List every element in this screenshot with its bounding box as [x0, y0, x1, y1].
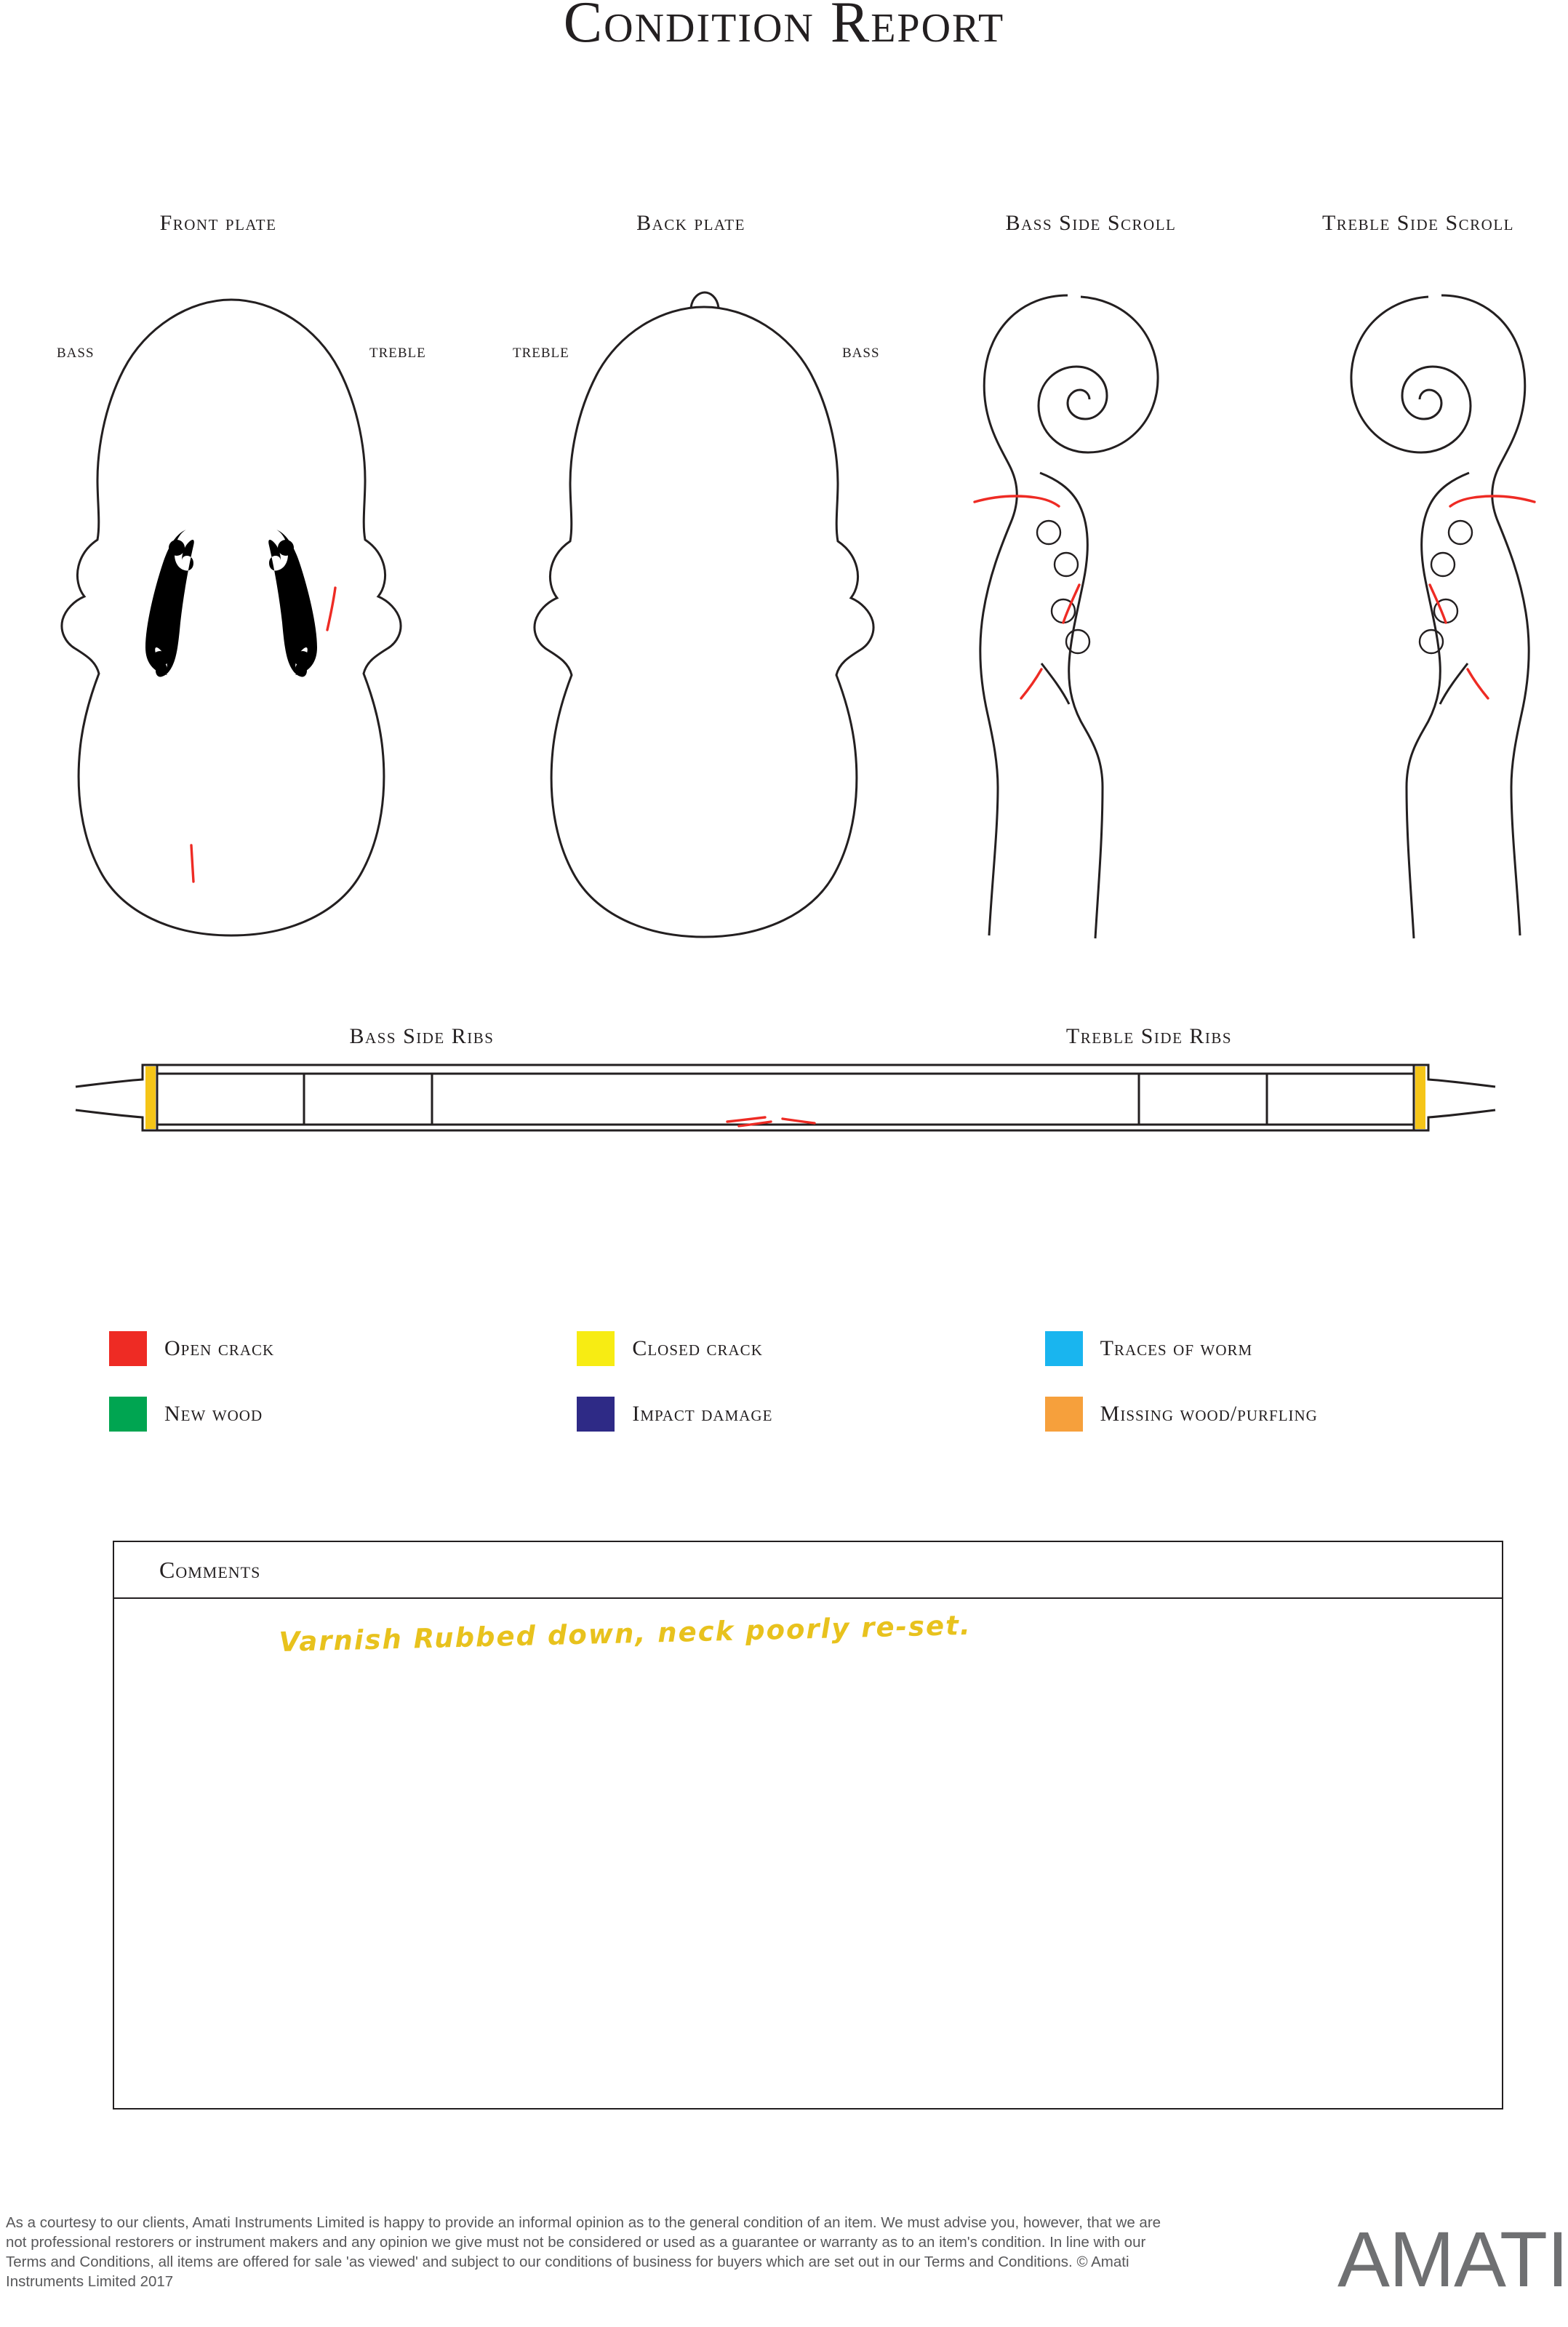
legend-item-traces-of-worm — [1045, 1331, 1513, 1366]
amati-logo — [1337, 2215, 1568, 2303]
legend — [109, 1331, 1513, 1462]
comments-box — [113, 1541, 1503, 2110]
caption-treble-side-ribs: Treble Side Ribs — [1065, 1024, 1233, 1048]
crack-mark — [783, 1119, 815, 1123]
bass-side-ribs-diagram — [73, 1055, 800, 1149]
treble-side-ribs-diagram — [771, 1055, 1498, 1149]
caption-bass-side-scroll: Bass Side Scroll — [1005, 211, 1177, 235]
legend-item-open-crack — [109, 1331, 577, 1366]
back-plate-diagram — [516, 284, 895, 953]
front-plate-diagram — [44, 284, 422, 953]
caption-treble-side-scroll: Treble Side Scroll — [1321, 211, 1514, 235]
legend-label-missing-wood: Missing wood/purfling — [1100, 1402, 1318, 1426]
legend-swatch-open-crack — [109, 1331, 147, 1366]
crack-mark — [1468, 669, 1488, 698]
legend-swatch-traces-of-worm — [1045, 1331, 1083, 1366]
legend-item-new-wood — [109, 1397, 577, 1432]
legend-label-new-wood: New wood — [164, 1402, 263, 1426]
legend-swatch-missing-wood — [1045, 1397, 1083, 1432]
front-plate-treble-label: TREBLE — [369, 346, 426, 361]
footer-disclaimer: As a courtesy to our clients, Amati Instruments Limited is happy to provide an informal opinion as to the general condition of an item. We must advise you, however, that we are not professional restorers or instrument makers and any opinion we give must not be considered or used as a guarantee or warranty as to an item's condition. In line with our Terms and Conditions, all items are offered for sale 'as viewed' and subject to our conditions of business for buyers which are set out in our Terms and Conditions. © Amati Instruments Limited 2017 — [6, 2214, 1161, 2290]
crack-mark — [727, 1117, 765, 1122]
crack-mark — [1021, 669, 1041, 698]
caption-front-plate: Front plate — [159, 211, 277, 235]
back-plate-treble-label: TREBLE — [513, 346, 569, 361]
crack-mark — [327, 588, 335, 630]
comments-heading: Comments — [159, 1556, 261, 1583]
comments-header — [114, 1542, 1502, 1599]
caption-bass-side-ribs: Bass Side Ribs — [349, 1024, 495, 1048]
legend-label-impact-damage: Impact damage — [632, 1402, 773, 1426]
treble-side-scroll-diagram — [1302, 278, 1549, 954]
legend-row — [109, 1397, 1513, 1432]
back-plate-bass-label: BASS — [842, 346, 880, 361]
crack-mark — [191, 845, 193, 882]
comments-handwritten-value: Varnish Rubbed down, neck poorly re-set. — [279, 1609, 972, 1658]
amati-logo-text: AMATI — [1337, 2215, 1568, 2303]
legend-item-missing-wood — [1045, 1397, 1513, 1432]
comments-field[interactable] — [114, 1599, 1502, 2108]
legend-swatch-closed-crack — [577, 1331, 615, 1366]
legend-label-traces-of-worm: Traces of worm — [1100, 1336, 1253, 1360]
legend-swatch-new-wood — [109, 1397, 147, 1432]
legend-row — [109, 1331, 1513, 1366]
bass-side-scroll-diagram — [960, 278, 1207, 954]
page-title: Condition Report — [563, 0, 1005, 55]
legend-label-open-crack: Open crack — [164, 1336, 275, 1360]
legend-item-closed-crack — [577, 1331, 1044, 1366]
caption-back-plate: Back plate — [636, 211, 745, 235]
legend-swatch-impact-damage — [577, 1397, 615, 1432]
legend-label-closed-crack: Closed crack — [632, 1336, 763, 1360]
legend-item-impact-damage — [577, 1397, 1044, 1432]
front-plate-bass-label: BASS — [57, 346, 95, 361]
